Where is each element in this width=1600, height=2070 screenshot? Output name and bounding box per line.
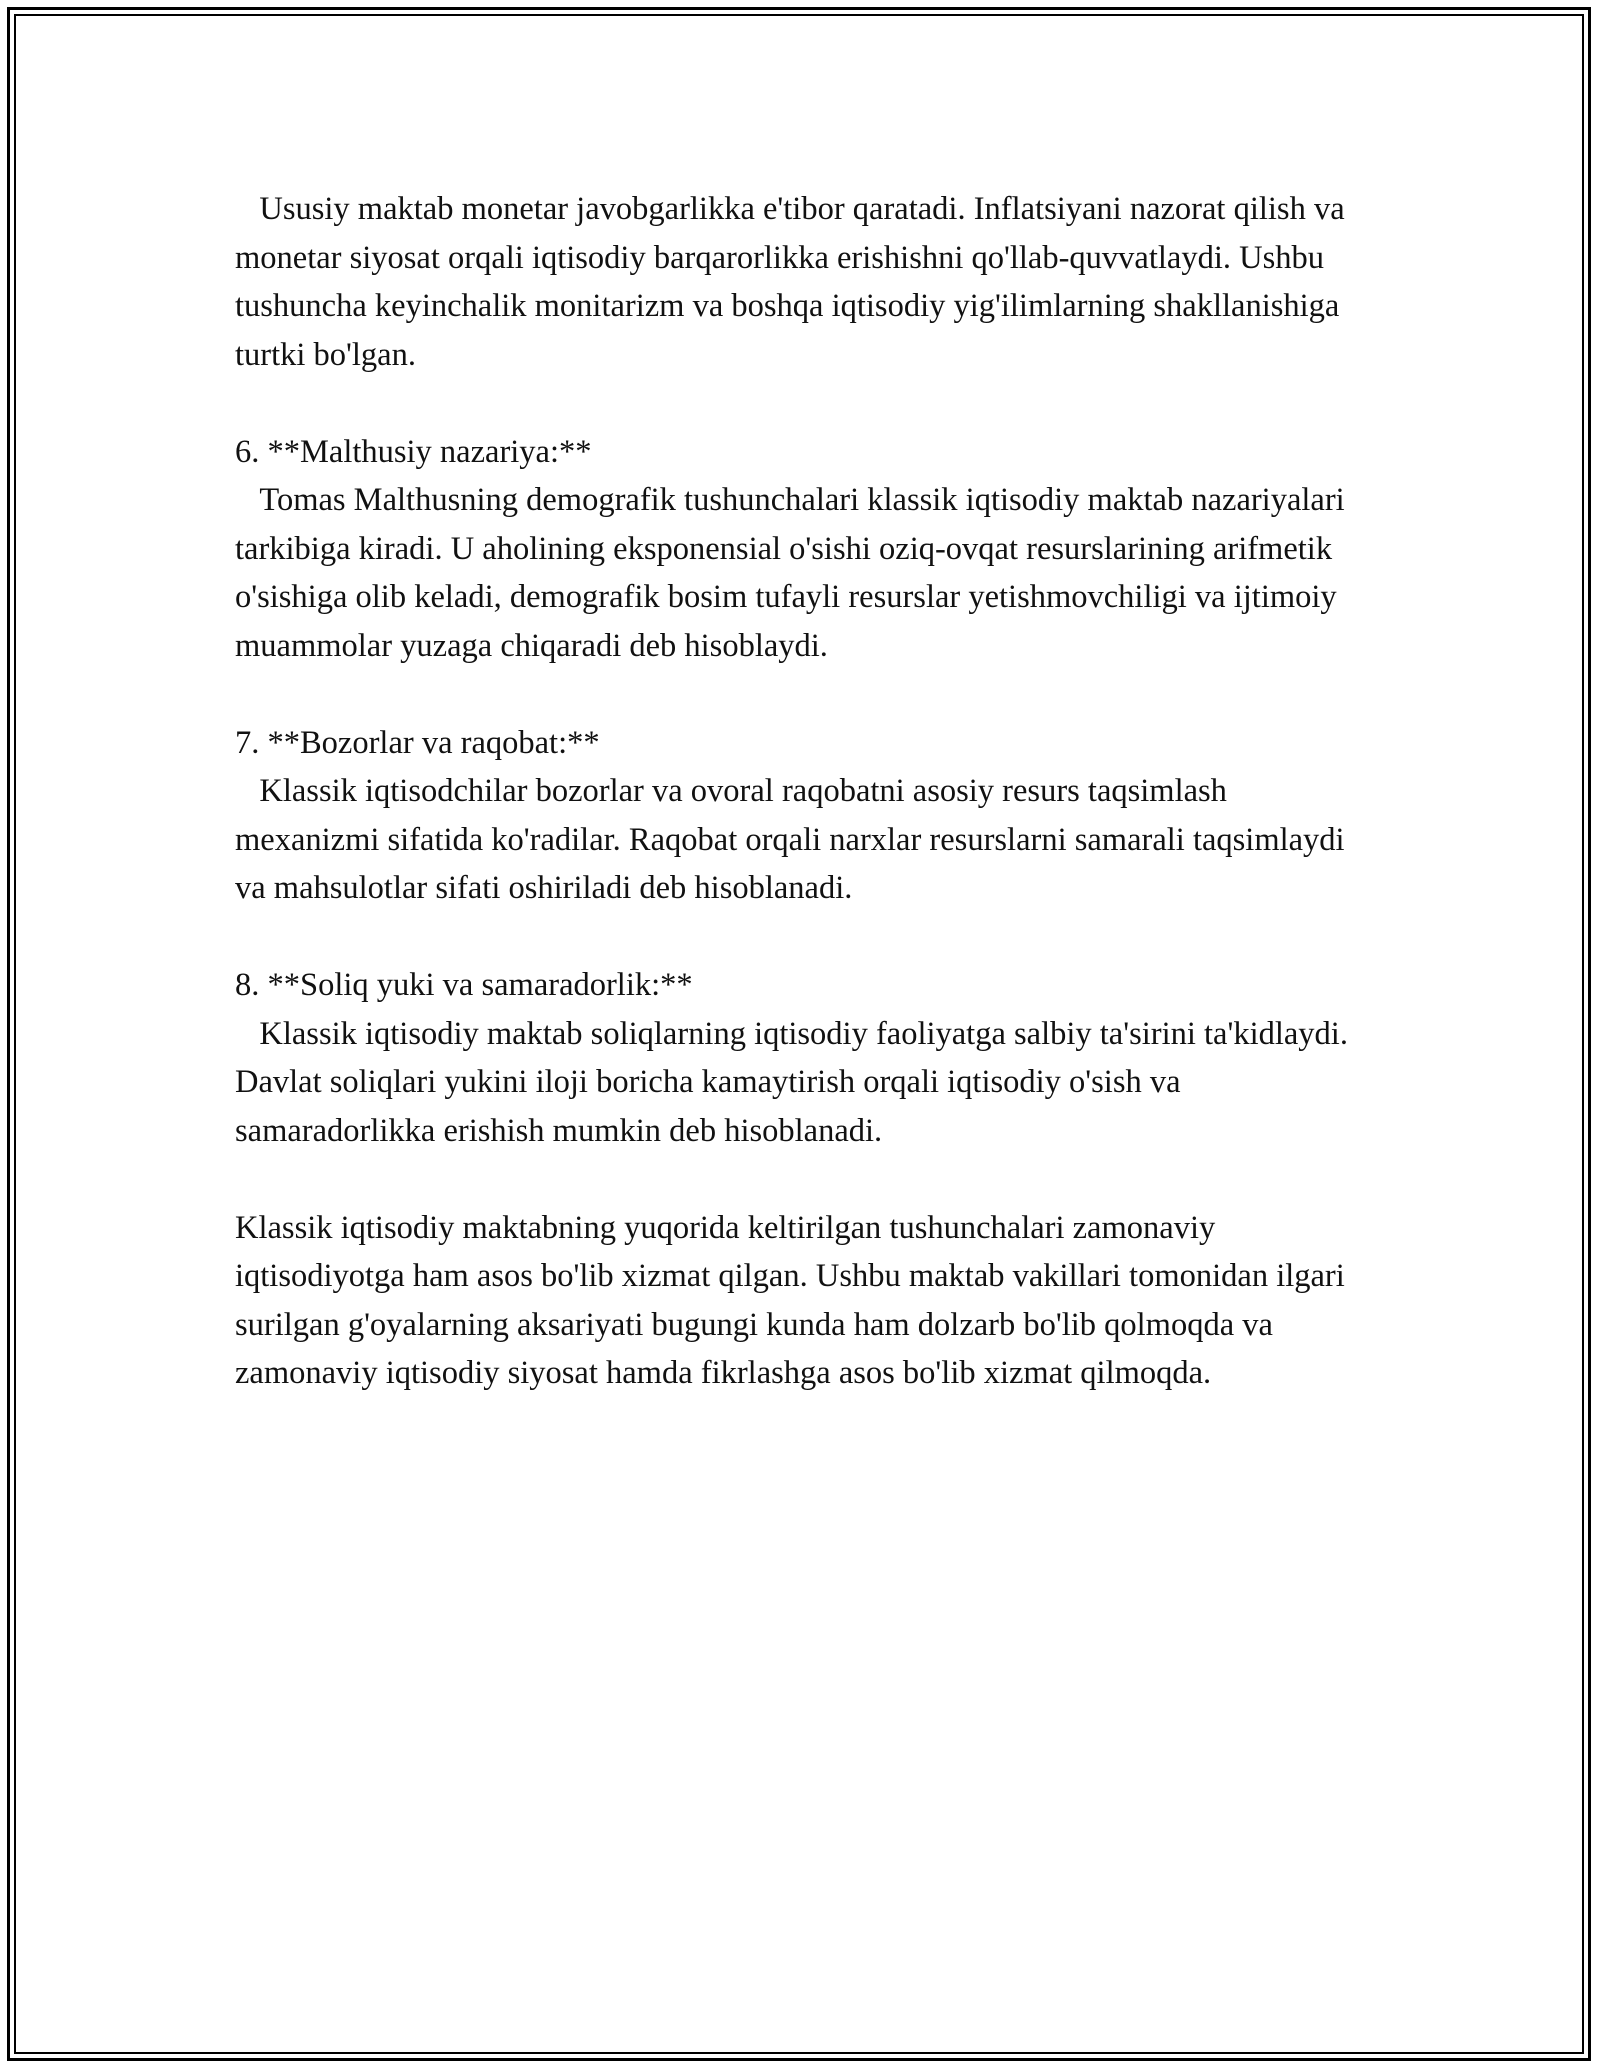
section-body-malthusian: Tomas Malthusning demografik tushunchalari klassik iqtisodiy maktab nazariyalari tarkibiga kiradi. U aholining eksponensial o'sishi oziq-ovqat resurslarining arifmetik o'sishiga olib keladi, demografik bosim tufayli resurslar yetishmovchiligi va ijtimoiy muammolar yuzaga chiqaradi deb hisoblaydi. [235, 482, 1353, 664]
paragraph-spacer [235, 1155, 1365, 1204]
paragraph-spacer [235, 670, 1365, 719]
section-body-tax: Klassik iqtisodiy maktab soliqlarning iqtisodiy faoliyatga salbiy ta'sirini ta'kidlaydi. Davlat soliqlari yukini iloji boricha kamaytirish orqali iqtisodiy o'sish va samaradorlikka erishish mumkin deb hisoblanadi. [235, 1015, 1357, 1149]
conclusion-paragraph: Klassik iqtisodiy maktabning yuqorida keltirilgan tushunchalari zamonaviy iqtisodiyotga ham asos bo'lib xizmat qilgan. Ushbu maktab vakillari tomonidan ilgari surilgan g'oyalarning aksariyati bugungi kunda ham dolzarb bo'lib qolmoqda va zamonaviy iqtisodiy siyosat hamda fikrlashga asos bo'lib xizmat qilmoqda. [235, 1209, 1353, 1391]
intro-paragraph: Ususiy maktab monetar javobgarlikka e'tibor qaratadi. Inflatsiyani nazorat qilish va monetar siyosat orqali iqtisodiy barqarorlikka erishishni qo'llab-quvvatlaydi. Ushbu tushuncha keyinchalik monitarizm va boshqa iqtisodiy yig'ilimlarning shakllanishiga turtki bo'lgan. [235, 191, 1353, 373]
section-body-markets: Klassik iqtisodchilar bozorlar va ovoral raqobatni asosiy resurs taqsimlash mexanizmi sifatida ko'radilar. Raqobat orqali narxlar resurslarni samarali taqsimlaydi va mahsulotlar sifati oshiriladi deb hisoblanadi. [235, 773, 1353, 906]
paragraph-spacer [235, 913, 1365, 962]
document-body [235, 185, 1365, 1398]
paragraph-spacer [235, 379, 1365, 428]
section-heading-markets: 7. **Bozorlar va raqobat:** [235, 724, 600, 761]
section-heading-tax: 8. **Soliq yuki va samaradorlik:** [235, 967, 693, 1003]
section-heading-malthusian: 6. **Malthusiy nazariya:** [235, 433, 592, 470]
